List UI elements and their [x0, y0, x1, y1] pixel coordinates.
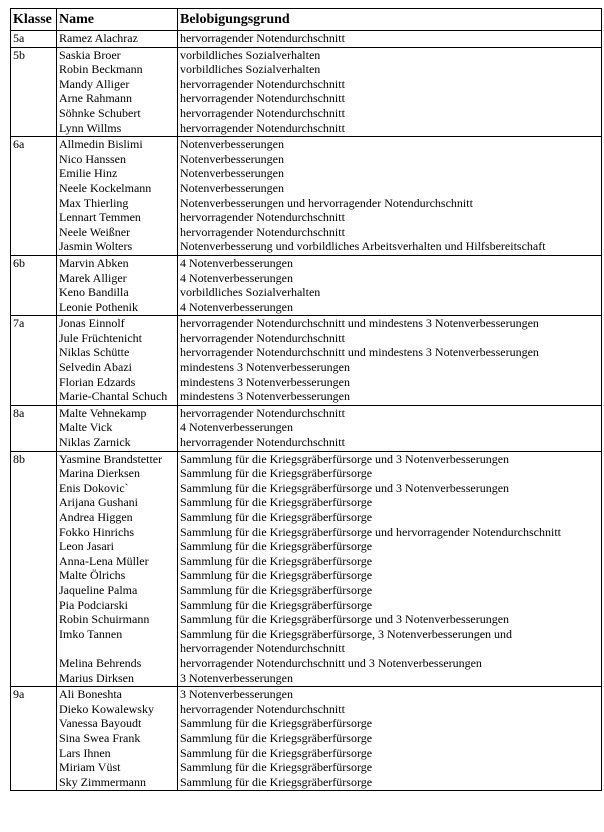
class-cell: [11, 687, 57, 791]
class-label: 5b: [13, 47, 25, 62]
student-name: Leon Jasari: [59, 539, 114, 554]
award-reason: hervorragender Notendurchschnitt: [180, 701, 345, 716]
student-name: Marek Alliger: [59, 270, 127, 285]
award-reason: mindestens 3 Notenverbesserungen: [180, 360, 350, 375]
student-name: Leonie Pothenik: [59, 299, 138, 314]
award-reason: hervorragender Notendurchschnitt: [180, 91, 345, 106]
student-name: Enis Dokovic`: [59, 480, 129, 495]
awards-body: [11, 31, 602, 791]
names-cell: [57, 687, 178, 791]
student-name: Marvin Abken: [59, 255, 129, 270]
reasons-cell: [178, 687, 602, 791]
student-name: Anna-Lena Müller: [59, 553, 149, 568]
class-cell: [11, 137, 57, 256]
award-reason: mindestens 3 Notenverbesserungen: [180, 374, 350, 389]
award-reason-continued: hervorragender Notendurchschnitt: [180, 641, 345, 656]
reasons-cell: [178, 451, 602, 687]
student-name: Ali Boneshta: [59, 687, 122, 702]
class-label: 9a: [13, 687, 25, 702]
award-reason: Sammlung für die Kriegsgräberfürsorge: [180, 597, 373, 612]
award-reason: 4 Notenverbesserungen: [180, 299, 293, 314]
student-name: Robin Beckmann: [59, 62, 143, 77]
reasons-cell: [178, 31, 602, 48]
names-cell: [57, 47, 178, 137]
award-reason: Sammlung für die Kriegsgräberfürsorge und 3 Notenverbesserungen: [180, 451, 510, 466]
header-grund: Belobigungsgrund: [178, 9, 602, 31]
student-name: Marius Dirksen: [59, 670, 134, 685]
student-name: Saskia Broer: [59, 47, 121, 62]
student-name: Arne Rahmann: [59, 91, 132, 106]
student-name: Imko Tannen: [59, 626, 123, 641]
awards-document: [10, 8, 602, 791]
names-cell: [57, 31, 178, 48]
award-reason: Sammlung für die Kriegsgräberfürsorge und 3 Notenverbesserungen: [180, 612, 510, 627]
student-name: Jasmin Wolters: [59, 239, 133, 254]
award-reason: hervorragender Notendurchschnitt und 3 Notenverbesserungen: [180, 655, 482, 670]
class-cell: [11, 31, 57, 48]
student-name: Selvedin Abazi: [59, 360, 132, 375]
class-group-row: [11, 687, 602, 791]
header-klasse: Klasse: [11, 9, 57, 31]
names-cell: [57, 451, 178, 687]
award-reason: Notenverbesserung und vorbildliches Arbeitsverhalten und Hilfsbereitschaft: [180, 239, 546, 254]
class-cell: [11, 47, 57, 137]
student-name: Malte Vick: [59, 420, 113, 435]
award-reason: Sammlung für die Kriegsgräberfürsorge: [180, 510, 373, 524]
award-reason: Sammlung für die Kriegsgräberfürsorge: [180, 730, 373, 745]
award-reason: Sammlung für die Kriegsgräberfürsorge: [180, 568, 373, 583]
student-name: Nico Hanssen: [59, 151, 126, 166]
award-reason: hervorragender Notendurchschnitt und mindestens 3 Notenverbesserungen: [180, 345, 539, 360]
award-reason: Sammlung für die Kriegsgräberfürsorge und 3 Notenverbesserungen: [180, 480, 510, 495]
award-reason: Sammlung für die Kriegsgräberfürsorge: [180, 760, 373, 775]
class-label: 8b: [13, 451, 25, 466]
award-reason: hervorragender Notendurchschnitt: [180, 76, 345, 91]
student-name: Robin Schuirmann: [59, 612, 150, 627]
class-group-row: [11, 451, 602, 687]
award-reason: vorbildliches Sozialverhalten: [180, 47, 321, 62]
reasons-cell: [178, 47, 602, 137]
award-reason: Sammlung für die Kriegsgräberfürsorge, 3 Notenverbesserungen und: [180, 626, 513, 641]
names-cell: [57, 316, 178, 406]
student-name: Jonas Einnolf: [59, 316, 125, 331]
class-cell: [11, 405, 57, 451]
student-name: Malte Vehnekamp: [59, 405, 147, 420]
student-name: Lennart Temmen: [59, 210, 141, 225]
student-name: Ramez Alachraz: [59, 31, 138, 45]
student-name: Fokko Hinrichs: [59, 524, 134, 539]
award-reason: hervorragender Notendurchschnitt: [180, 330, 345, 345]
award-reason: mindestens 3 Notenverbesserungen: [180, 389, 350, 404]
student-name: Marina Dierksen: [59, 466, 140, 481]
name-spacer: [59, 641, 175, 656]
award-reason: hervorragender Notendurchschnitt: [180, 435, 345, 450]
student-name: Malte Ölrichs: [59, 568, 126, 583]
award-reason: Notenverbesserungen: [180, 151, 284, 166]
award-reason: Sammlung für die Kriegsgräberfürsorge: [180, 539, 373, 554]
student-name: Melina Behrends: [59, 655, 142, 670]
student-name: Jaqueline Palma: [59, 582, 138, 597]
award-reason: Sammlung für die Kriegsgräberfürsorge: [180, 745, 373, 760]
award-reason: Sammlung für die Kriegsgräberfürsorge: [180, 774, 373, 789]
names-cell: [57, 405, 178, 451]
reasons-cell: [178, 316, 602, 406]
class-group-row: [11, 137, 602, 256]
award-reason: Notenverbesserungen: [180, 180, 284, 195]
class-cell: [11, 316, 57, 406]
student-name: Allmedin Bislimi: [59, 137, 143, 152]
student-name: Dieko Kowalewsky: [59, 701, 154, 716]
award-reason: 4 Notenverbesserungen: [180, 255, 293, 270]
reasons-cell: [178, 405, 602, 451]
names-cell: [57, 255, 178, 315]
student-name: Andrea Higgen: [59, 510, 133, 524]
reasons-cell: [178, 137, 602, 256]
student-name: Emilie Hinz: [59, 166, 118, 181]
award-reason: Notenverbesserungen: [180, 166, 284, 181]
student-name: Sky Zimmermann: [59, 774, 146, 789]
header-name: Name: [57, 9, 178, 31]
award-reason: Sammlung für die Kriegsgräberfürsorge: [180, 716, 373, 731]
student-name: Miriam Vüst: [59, 760, 121, 775]
class-group-row: [11, 255, 602, 315]
award-reason: hervorragender Notendurchschnitt: [180, 224, 345, 239]
award-reason: Sammlung für die Kriegsgräberfürsorge: [180, 495, 373, 510]
student-name: Marie-Chantal Schuch: [59, 389, 168, 404]
award-reason: hervorragender Notendurchschnitt: [180, 120, 345, 135]
award-reason: hervorragender Notendurchschnitt: [180, 105, 345, 120]
class-cell: [11, 255, 57, 315]
student-name: Florian Edzards: [59, 374, 136, 389]
student-name: Sina Swea Frank: [59, 730, 141, 745]
student-name: Lars Ihnen: [59, 745, 111, 760]
reasons-cell: [178, 255, 602, 315]
award-reason: hervorragender Notendurchschnitt: [180, 405, 345, 420]
student-name: Yasmine Brandstetter: [59, 451, 163, 466]
student-name: Mandy Alliger: [59, 76, 130, 91]
class-group-row: [11, 31, 602, 48]
award-reason: Sammlung für die Kriegsgräberfürsorge: [180, 553, 373, 568]
student-name: Lynn Willms: [59, 120, 122, 135]
award-reason: 4 Notenverbesserungen: [180, 270, 293, 285]
award-reason: 3 Notenverbesserungen: [180, 670, 293, 685]
class-group-row: [11, 47, 602, 137]
student-name: Pia Podciarski: [59, 597, 128, 612]
award-reason: Sammlung für die Kriegsgräberfürsorge und hervorragender Notendurchschnitt: [180, 524, 561, 539]
award-reason: hervorragender Notendurchschnitt und mindestens 3 Notenverbesserungen: [180, 316, 539, 331]
class-group-row: [11, 316, 602, 406]
student-name: Arijana Gushani: [59, 495, 138, 510]
award-reason: hervorragender Notendurchschnitt: [180, 31, 345, 45]
award-reason: 3 Notenverbesserungen: [180, 687, 293, 702]
student-name: Max Thierling: [59, 195, 129, 210]
award-reason: 4 Notenverbesserungen: [180, 420, 293, 435]
class-label: 6b: [13, 255, 25, 270]
award-reason: Notenverbesserungen und hervorragender Notendurchschnitt: [180, 195, 473, 210]
class-cell: [11, 451, 57, 687]
award-reason: Sammlung für die Kriegsgräberfürsorge: [180, 466, 373, 481]
award-reason: Sammlung für die Kriegsgräberfürsorge: [180, 582, 373, 597]
class-label: 5a: [13, 31, 25, 45]
award-reason: Notenverbesserungen: [180, 137, 284, 152]
student-name: Söhnke Schubert: [59, 105, 141, 120]
student-name: Neele Weißner: [59, 224, 131, 239]
student-name: Neele Kockelmann: [59, 180, 152, 195]
class-label: 8a: [13, 405, 25, 420]
award-reason: vorbildliches Sozialverhalten: [180, 285, 321, 300]
student-name: Niklas Zarnick: [59, 435, 131, 450]
names-cell: [57, 137, 178, 256]
class-label: 7a: [13, 316, 25, 331]
student-name: Keno Bandilla: [59, 285, 129, 300]
student-name: Jule Früchtenicht: [59, 330, 142, 345]
awards-table: [10, 8, 602, 791]
award-reason: hervorragender Notendurchschnitt: [180, 210, 345, 225]
class-label: 6a: [13, 137, 25, 152]
header-row: [11, 9, 602, 31]
award-reason: vorbildliches Sozialverhalten: [180, 62, 321, 77]
class-group-row: [11, 405, 602, 451]
student-name: Niklas Schütte: [59, 345, 130, 360]
student-name: Vanessa Bayoudt: [59, 716, 142, 731]
